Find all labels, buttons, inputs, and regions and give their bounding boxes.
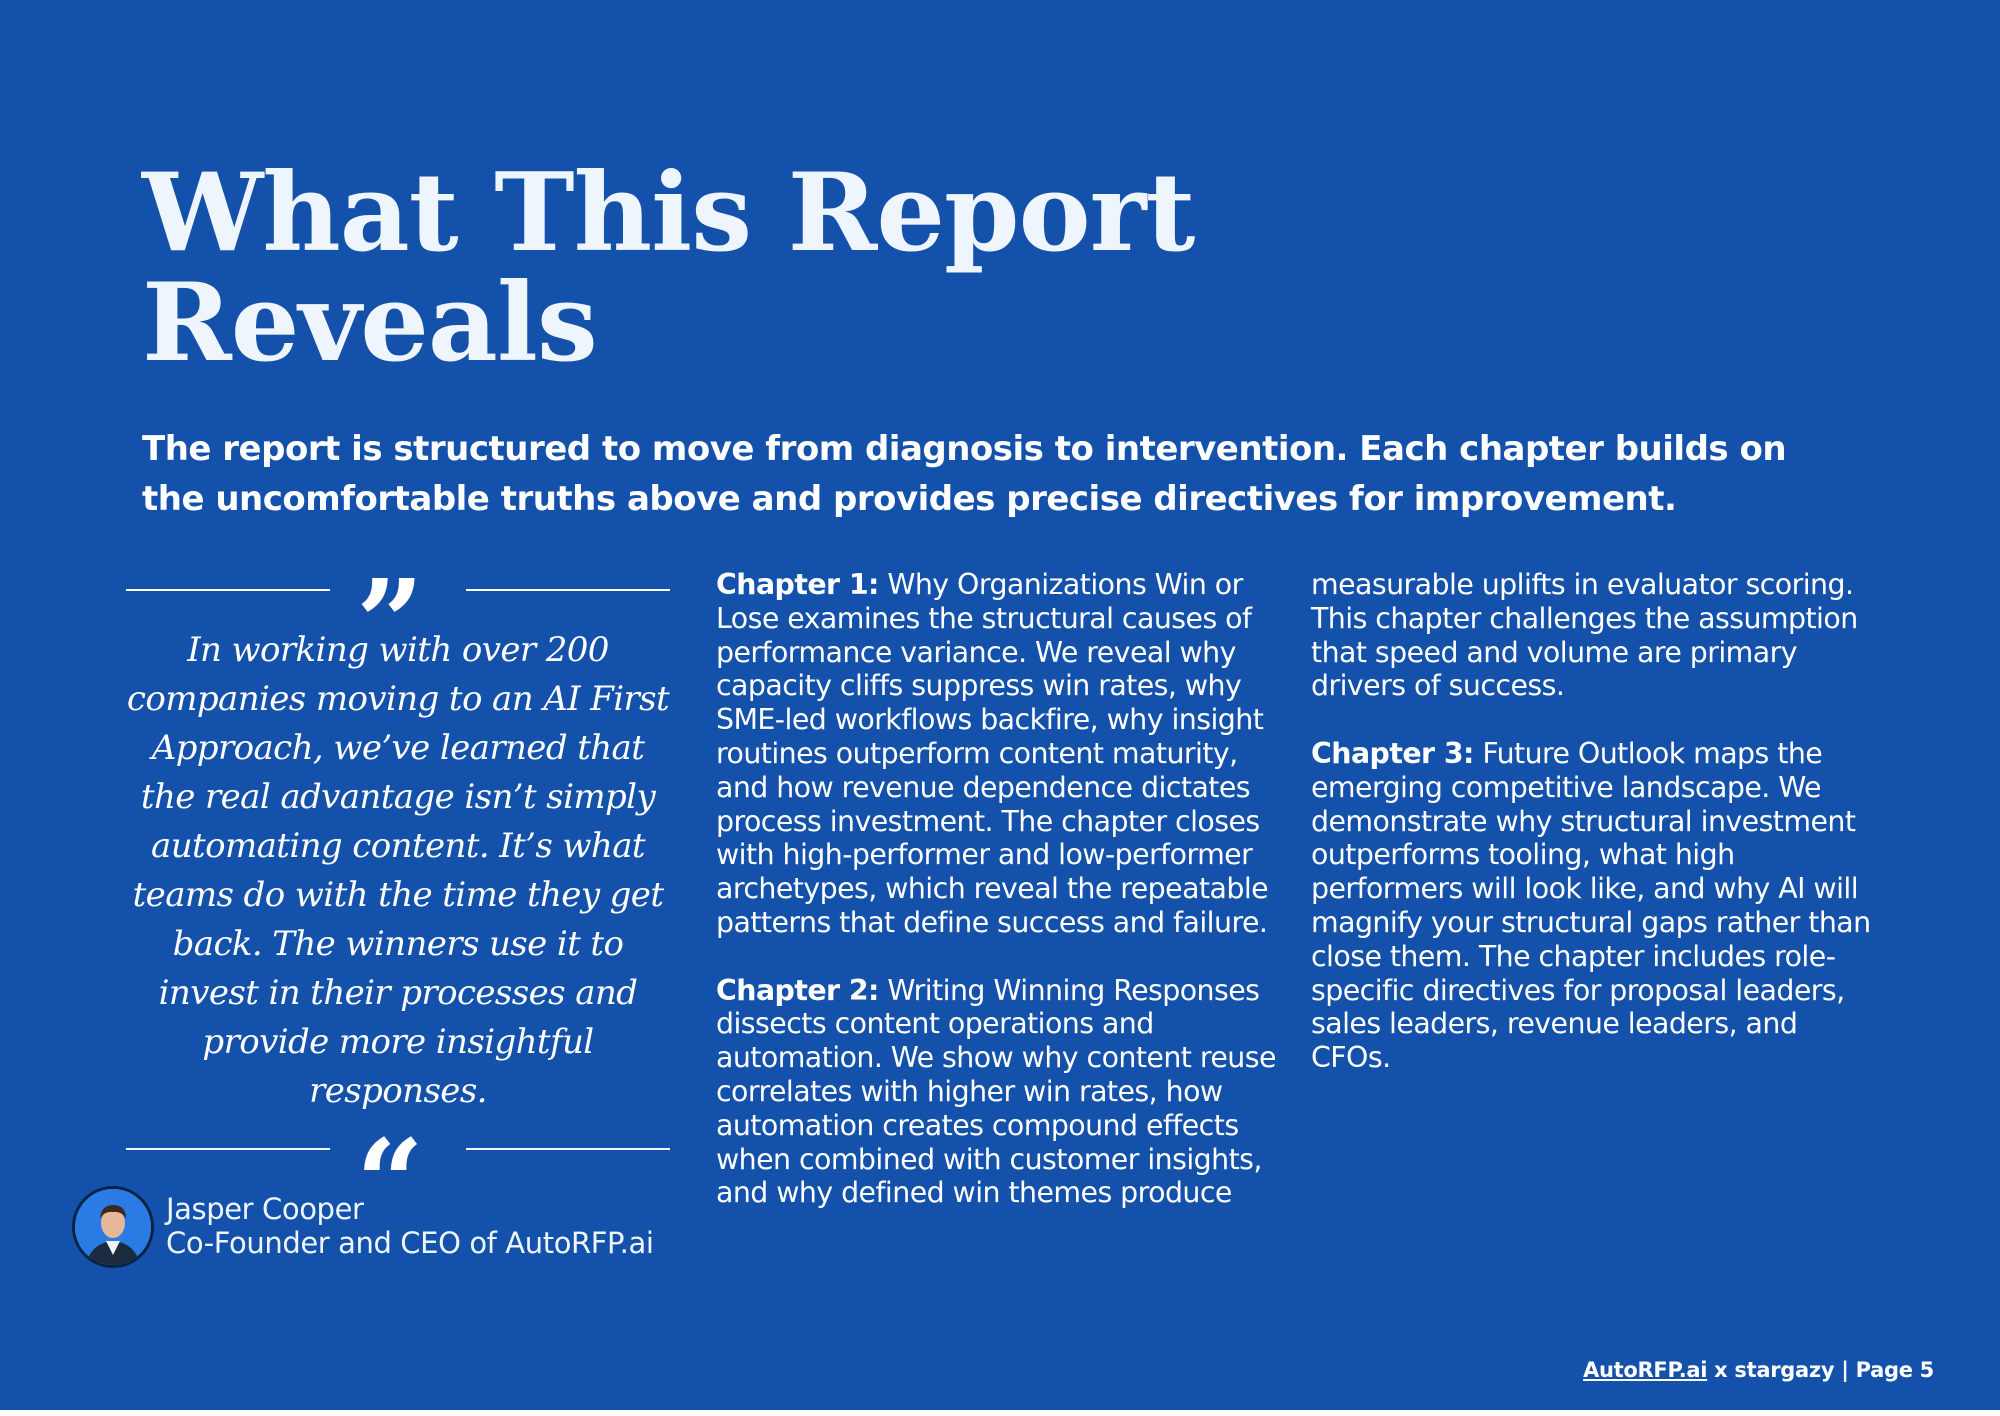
- page-title-line-2: Reveals: [142, 260, 597, 386]
- quote-rule-bottom-left: [126, 1148, 330, 1150]
- author-role: Co-Founder and CEO of AutoRFP.ai: [166, 1226, 654, 1260]
- chapter-2-continuation: measurable uplifts in evaluator scoring. This chapter challenges the assumption that speed and volume are primary drivers of success.: [1311, 568, 1858, 703]
- quote-rule-top-right: [466, 589, 670, 591]
- chapter-1-text: Why Organizations Win or Lose examines the structural causes of performance variance. We reveal why capacity cliffs suppress win rates, why SME-led workflows backfire, why insight routines outperform content maturity, and how revenue dependence dictates process investment. The chapter closes with high-performer and low-performer archetypes, which reveal the repeatable patterns that define success and failure.: [716, 568, 1269, 939]
- quote-close-icon: “: [356, 1113, 424, 1252]
- chapter-3-paragraph: [1311, 737, 1881, 1075]
- chapters-column-left: [716, 568, 1286, 1244]
- pull-quote: [126, 553, 670, 1266]
- quote-open-icon: ”: [356, 553, 424, 692]
- chapter-3-label: Chapter 3:: [1311, 736, 1474, 770]
- chapter-2-paragraph: [716, 974, 1286, 1211]
- page-title-line-1: What This Report: [142, 150, 1195, 276]
- chapter-3-text: Future Outlook maps the emerging competitive landscape. We demonstrate why structural investment outperforms tooling, what high performers will look like, and why AI will magnify your structural gaps rather than close them. The chapter includes role-specific directives for proposal leaders, sales leaders, revenue leaders, and CFOs.: [1311, 736, 1871, 1075]
- page-footer: [1583, 1356, 1934, 1384]
- page-title: [142, 150, 1195, 386]
- footer-link[interactable]: AutoRFP.ai: [1583, 1358, 1708, 1382]
- person-icon: [75, 1189, 151, 1265]
- chapter-1-paragraph: [716, 568, 1286, 940]
- page-subtitle: The report is structured to move from diagnosis to intervention. Each chapter builds on the uncomfortable truths above and provides precise directives for improvement.: [142, 429, 1787, 519]
- quote-rule-bottom-right: [466, 1148, 670, 1150]
- chapters-column-right: [1311, 568, 1881, 1109]
- quote-rule-top-left: [126, 589, 330, 591]
- chapter-2-text: Writing Winning Responses dissects content operations and automation. We show why content reuse correlates with higher win rates, how automation creates compound effects when combined with customer insights, and why defined win themes produce: [716, 973, 1276, 1210]
- avatar: [72, 1186, 154, 1268]
- quote-author: [72, 1186, 692, 1268]
- chapter-2-label: Chapter 2:: [716, 973, 879, 1007]
- quote-text: In working with over 200 companies moving to an AI First Approach, we’ve learned that the real advantage isn’t simply automating content. It’s what teams do with the time they get back. The winners use it to invest in their processes and provide more insightful responses.: [126, 630, 670, 1111]
- footer-page-text: x stargazy | Page 5: [1707, 1358, 1934, 1382]
- author-name: Jasper Cooper: [166, 1192, 364, 1226]
- chapter-1-label: Chapter 1:: [716, 568, 879, 601]
